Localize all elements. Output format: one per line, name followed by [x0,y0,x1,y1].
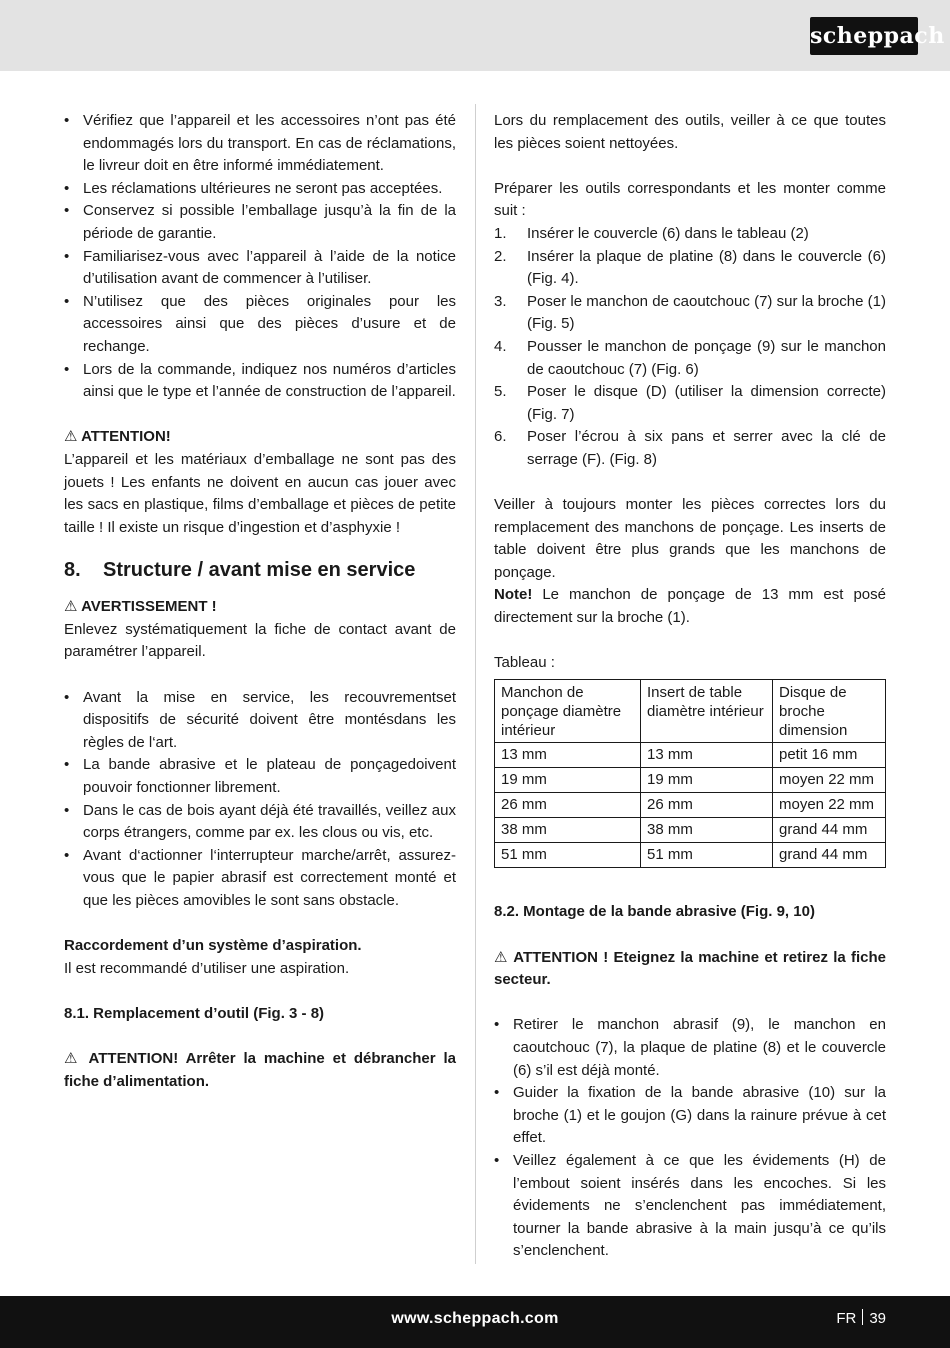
column-divider [475,104,476,1264]
table-cell: 26 mm [495,792,641,817]
belt-bullets [494,1014,886,1263]
warning-heading: ⚠ AVERTISSEMENT ! [64,598,217,616]
page-number: 39 [869,1310,886,1327]
table-cell: grand 44 mm [773,842,886,867]
list-item: • N’utilisez que des pièces originales pour les accessoires ainsi que des pièces d’usure et de rechange. [64,291,456,359]
veiller-text: Veiller à toujours monter les pièces correctes lors du remplacement des manchons de ponçage. Les inserts de table doivent être plus grands que les manchons de ponçage. [494,496,886,581]
language-code: FR [836,1310,857,1327]
list-item: • Conservez si possible l’emballage jusqu’à la fin de la période de garantie. [64,200,456,245]
table-cell: 38 mm [641,817,773,842]
list-item: 4. Pousser le manchon de ponçage (9) sur le manchon de caoutchouc (7) (Fig. 6) [494,337,886,378]
stop-warning: ⚠ ATTENTION! Arrêter la machine et débrancher la fiche d’alimentation. [64,1050,456,1090]
attention-bold: ⚠ ATTENTION ! Eteignez la machine et retirez la fiche secteur. [494,948,886,989]
warning-triangle-icon: ⚠ [64,428,78,446]
table-header: Disque de broche dimension [773,679,886,742]
warning-triangle-icon: ⚠ [64,598,78,616]
list-item: • Avant d‘actionner l‘interrupteur marche/arrêt, assurez-vous que le papier abrasif est correctement monté et que les pièces amovibles le sont sans obstacle. [64,845,456,913]
table-header-row [495,679,886,742]
list-item: • Familiarisez-vous avec l’appareil à l’aide de la notice d’utilisation avant de commencer à l’utiliser. [64,246,456,291]
section-heading [64,556,456,584]
table-cell: moyen 22 mm [773,792,886,817]
table-cell: 13 mm [641,742,773,767]
table-cell: 51 mm [641,842,773,867]
table-cell: 38 mm [495,817,641,842]
website-link[interactable]: www.scheppach.com [391,1310,559,1327]
list-item: • Veillez également à ce que les évidements (H) de l’embout soient insérés dans les encoches. Si les évidements ne s’enclenchent pas immédiatement, tourner la bande abrasive à la main jusqu’à ce qu’ils s’enclenchent. [494,1150,886,1263]
warning-text: Enlevez systématiquement la fiche de contact avant de paramétrer l’appareil. [64,620,456,661]
table-cell: 19 mm [495,767,641,792]
left-column [64,110,456,1093]
subsection-heading: 8.1. Remplacement d’outil (Fig. 3 - 8) [64,1004,325,1022]
list-item: 2. Insérer la plaque de platine (8) dans le couvercle (6) (Fig. 4). [494,247,886,288]
table-row [495,842,886,867]
subsection-heading: 8.2. Montage de la bande abrasive (Fig. 9, 10) [494,903,815,921]
list-item: • Les réclamations ultérieures ne seront pas acceptées. [64,178,456,201]
attention-text: L’appareil et les matériaux d’emballage ne sont pas des jouets ! Les enfants ne doivent en aucun cas jouer avec les sacs en plastique, films d’emballage et pièces de petite taille ! Il existe un risque d’ingestion et d’asphyxie ! [64,450,456,536]
table-row [495,767,886,792]
list-item: • Guider la fixation de la bande abrasive (10) sur la broche (1) et le goujon (G) dans la rainure prévue à cet effet. [494,1082,886,1150]
table-row [495,792,886,817]
table-cell: 26 mm [641,792,773,817]
list-item: 6. Poser l’écrou à six pans et serrer avec la clé de serrage (F). (Fig. 8) [494,428,886,468]
section-number: 8. [64,559,81,582]
footer-bar [0,1296,950,1348]
section-title: Structure / avant mise en service [103,559,416,582]
checklist-bullets [64,110,456,404]
steps-list [494,223,886,472]
list-item: • La bande abrasive et le plateau de ponçagedoivent pouvoir fonctionner librement. [64,754,456,799]
scheppach-logo: scheppach [810,17,918,55]
page-indicator [836,1308,886,1331]
table-label: Tableau : [494,654,555,672]
table-cell: moyen 22 mm [773,767,886,792]
intro-text: Lors du remplacement des outils, veiller à ce que toutes les pièces soient nettoyées. [494,112,886,152]
list-item: • Vérifiez que l’appareil et les accessoires n’ont pas été endommagés lors du transport. En cas de réclamations, le livreur doit en être informé immédiatement. [64,110,456,178]
table-cell: 51 mm [495,842,641,867]
table-row [495,817,886,842]
attention-heading: ⚠ ATTENTION! [64,428,171,446]
list-item: • Retirer le manchon abrasif (9), le manchon en caoutchouc (7), la plaque de platine (8) et le couvercle (6) s’il est déjà monté. [494,1014,886,1082]
table-cell: 19 mm [641,767,773,792]
setup-bullets [64,687,456,913]
list-item: • Lors de la commande, indiquez nos numéros d’articles ainsi que le type et l’année de construction de l’appareil. [64,359,456,404]
list-item: 5. Poser le disque (D) (utiliser la dimension correcte) (Fig. 7) [494,383,886,423]
header-bar [0,0,950,71]
table-header: Manchon de ponçage diamètre intérieur [495,679,641,742]
warning-triangle-icon: ⚠ [494,948,509,966]
table-row [495,742,886,767]
right-column [494,110,886,1263]
note-text: Note! Le manchon de ponçage de 13 mm est posé directement sur la broche (1). [494,586,886,627]
table-cell: grand 44 mm [773,817,886,842]
list-item: 1. Insérer le couvercle (6) dans le tableau (2) [494,224,809,242]
table-cell: petit 16 mm [773,742,886,767]
list-item: 3. Poser le manchon de caoutchouc (7) sur la broche (1) (Fig. 5) [494,292,886,333]
list-item: • Avant la mise en service, les recouvrementset dispositifs de sécurité doivent être montésdans les règles de l‘art. [64,687,456,755]
warning-triangle-icon: ⚠ [64,1050,82,1068]
prepare-text: Préparer les outils correspondants et les monter comme suit : [494,179,886,220]
table-cell: 13 mm [495,742,641,767]
table-header: Insert de table diamètre intérieur [641,679,773,742]
list-item: • Dans le cas de bois ayant déjà été travaillés, veillez aux corps étrangers, comme par ex. les clous ou vis, etc. [64,800,456,845]
suction-heading: Raccordement d’un système d’aspiration. [64,937,362,955]
sleeve-table [494,679,886,868]
suction-text: Il est recommandé d’utiliser une aspiration. [64,959,350,977]
